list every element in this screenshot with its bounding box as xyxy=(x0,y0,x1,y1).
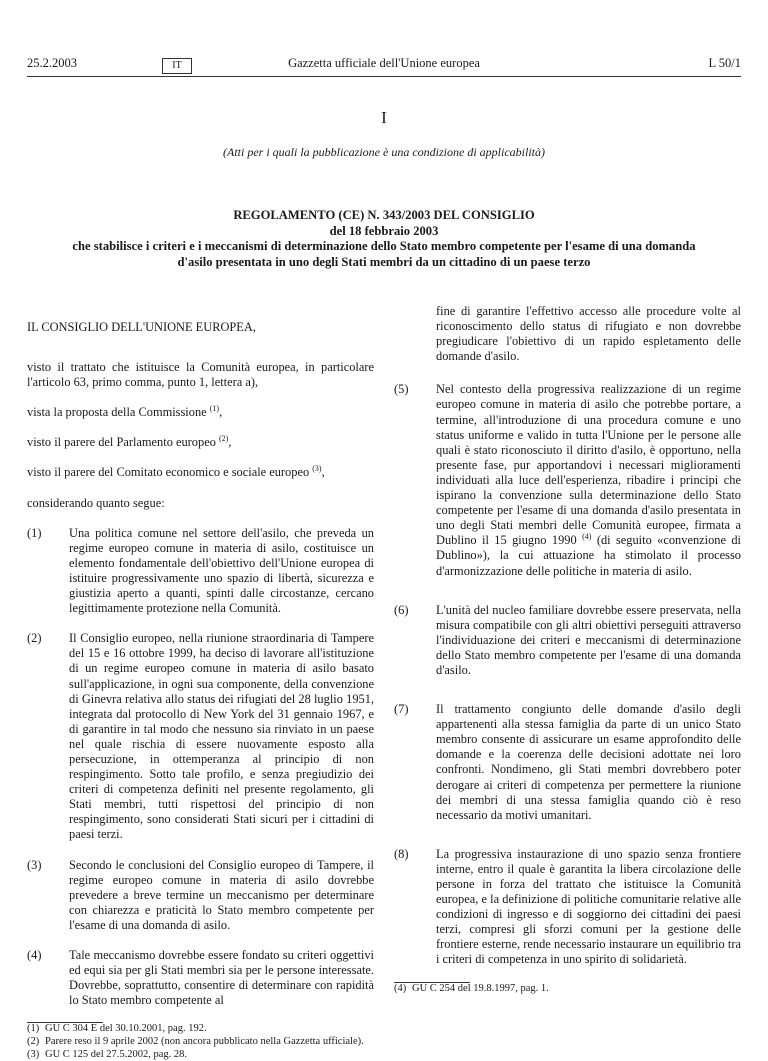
recital-text: Il trattamento congiunto delle domande d'asilo degli appartenenti alla stessa famiglia da parte di un unico Stato membro consente di assicurare un esame approfondito delle domande e la coerenza delle decisioni adottate nei loro confronti. Nondimeno, gli Stati membri dovrebbero poter derogare ai criteri di competenza per permettere la riunione dei membri di una stessa famiglia quando ciò è reso necessario da motivi umanitari. xyxy=(436,702,741,822)
recital-text-part: Nel contesto della progressiva realizzazione di un regime europeo comune in materia di asilo che potrebbe portare, a termine, all'introduzione di una procedura comune e uno status uniforme e valido in tutta l'Unione per le persone alle quali è stato riconosciuto il diritto d'asilo, è opportuno, nella presente fase, pur apportandovi i necessari miglioramenti individuati alla luce dell'esperienza, ribadire i principi che ispirano la convenzione sulla determinazione dello Stato competente per l'esame di una domanda d'asilo presentata in uno degli Stati membri delle Comunità europee, firmata a Dublino il 15 giugno 1990 xyxy=(436,382,741,548)
citation-parliament xyxy=(27,435,374,450)
recital-text xyxy=(436,382,741,578)
citation-proposal xyxy=(27,405,374,420)
recital-number: (3) xyxy=(27,857,42,872)
recital-number: (6) xyxy=(394,602,409,617)
left-column xyxy=(27,320,374,1061)
language-badge: IT xyxy=(162,58,192,74)
page-header xyxy=(27,56,741,76)
footnote-text: GU C 304 E del 30.10.2001, pag. 192. xyxy=(45,1023,207,1035)
citation-treaty: visto il trattato che istituisce la Comunità europea, in particolare l'articolo 63, primo comma, punto 1, lettera a), xyxy=(27,360,374,390)
publication-date: 25.2.2003 xyxy=(27,56,77,70)
recital-text: Il Consiglio europeo, nella riunione straordinaria di Tampere del 15 e 16 ottobre 1999, ha deciso di lavorare all'istituzione di un regime europeo comune in materia di asilo basato sull'applicazione, in ogni sua componente, della convenzione di Ginevra relativa allo status dei rifugiati del 28 luglio 1951, integrata dal protocollo di New York del 31 gennaio 1967, e di garantire in tal modo che nessuno sia rinviato in un paese nel quale rischia di essere nuovamente esposto alla persecuzione, in ottemperanza al principio di non respingimento. Sotto tale profilo, e senza pregiudizio dei criteri di competenza definiti nel presente regolamento, gli Stati membri, tutti rispettosi del principio di non respingimento, sono considerati Stati sicuri per i cittadini di paesi terzi. xyxy=(69,631,374,842)
citation-committee xyxy=(27,465,374,480)
footnote-1 xyxy=(27,1023,374,1036)
citation-committee-text: visto il parere del Comitato economico e sociale europeo xyxy=(27,465,310,480)
footnote-number: (4) xyxy=(394,982,407,994)
recital-text: Una politica comune nel settore dell'asilo, che preveda un regime europeo comune in materia di asilo, costituisce un elemento fondamentale dell'obiettivo dell'Unione europea di istituire progressivamente uno spazio di libertà, sicurezza e giustizia aperto a quanti, spinti dalle circostanze, cercano legittimamente protezione nella Comunità. xyxy=(69,525,374,616)
footnote-number: (3) xyxy=(27,1048,40,1060)
regulation-number: REGOLAMENTO (CE) N. 343/2003 DEL CONSIGLIO xyxy=(233,208,535,222)
recital-6 xyxy=(394,603,741,678)
recital-4-continued: fine di garantire l'effettivo accesso alle procedure volte al riconoscimento dello status di rifugiato e non dovrebbe pregiudicare l'obiettivo di un rapido espletamento delle domande d'asilo. xyxy=(436,304,741,364)
regulation-subject: che stabilisce i criteri e i meccanismi di determinazione dello Stato membro competente per l'esame di una domanda d'asilo presentata in uno degli Stati membri da un cittadino di un paese terzo xyxy=(72,239,696,269)
section-number: I xyxy=(381,108,387,127)
footnote-2 xyxy=(27,1036,374,1049)
recital-3 xyxy=(27,858,374,933)
punctuation: , xyxy=(321,465,325,480)
recital-7 xyxy=(394,702,741,823)
header-divider xyxy=(27,76,741,77)
citation-proposal-text: vista la proposta della Commissione xyxy=(27,405,207,420)
recital-2 xyxy=(27,631,374,842)
section-subtitle: (Atti per i quali la pubblicazione è una condizione di applicabilità) xyxy=(223,145,545,159)
recital-number: (8) xyxy=(394,846,409,861)
regulation-title xyxy=(60,208,708,270)
footnote-ref: (3) xyxy=(312,464,322,474)
recital-text: Secondo le conclusioni del Consiglio europeo di Tampere, il regime europeo comune in materia di asilo dovrebbe prevedere a breve termine un meccanismo per determinare con chiarezza e praticità lo Stato membro competente per l'esame di una domanda di asilo. xyxy=(69,857,374,932)
citation-parliament-text: visto il parere del Parlamento europeo xyxy=(27,435,216,450)
footnote-text: Parere reso il 9 aprile 2002 (non ancora pubblicato nella Gazzetta ufficiale). xyxy=(45,1035,364,1047)
footnote-ref: (4) xyxy=(582,532,592,542)
page-reference: L 50/1 xyxy=(708,56,741,70)
punctuation: , xyxy=(219,405,223,420)
footnote-text: GU C 125 del 27.5.2002, pag. 28. xyxy=(45,1048,188,1060)
footnote-4 xyxy=(394,983,741,996)
recital-number: (7) xyxy=(394,702,409,717)
recital-text: Tale meccanismo dovrebbe essere fondato su criteri oggettivi ed equi sia per gli Stati membri sia per le persone interessate. Dovrebbe, soprattutto, consentire di determinare con rapidità lo Stato membro competente al xyxy=(69,948,374,1008)
journal-title: Gazzetta ufficiale dell'Unione europea xyxy=(288,56,480,70)
right-column xyxy=(394,304,741,995)
recital-8 xyxy=(394,847,741,968)
recital-1 xyxy=(27,526,374,617)
recital-text: La progressiva instaurazione di uno spazio senza frontiere interne, entro il quale è garantita la libera circolazione delle persone in forza del trattato che istituisce la Comunità europea, e la definizione di politiche comunitarie relative alle condizioni di ingresso e di soggiorno dei cittadini dei paesi terzi, compresi gli sforzi comuni per la gestione delle frontiere esterne, rende necessario instaurare un equilibrio tra i criteri di competenza in uno spirito di solidarietà. xyxy=(436,846,741,967)
footnote-number: (2) xyxy=(27,1035,40,1047)
recital-number: (2) xyxy=(27,631,42,646)
footnote-3 xyxy=(27,1049,374,1061)
footnote-text: GU C 254 del 19.8.1997, pag. 1. xyxy=(412,982,549,994)
regulation-date: del 18 febbraio 2003 xyxy=(329,223,439,238)
footnotes-right xyxy=(394,983,741,996)
recital-text: L'unità del nucleo familiare dovrebbe essere preservata, nella misura compatibile con gli altri obiettivi perseguiti attraverso l'individuazione dei criteri e meccanismi di determinazione dello Stato membro competente per l'esame di una domanda d'asilo. xyxy=(436,602,741,677)
recital-number: (1) xyxy=(27,525,42,540)
council-heading: IL CONSIGLIO DELL'UNIONE EUROPEA, xyxy=(27,320,256,334)
footnote-ref: (1) xyxy=(209,404,220,414)
footnotes-left xyxy=(27,1023,374,1061)
footnote-ref: (2) xyxy=(219,434,229,444)
footnote-number: (1) xyxy=(27,1023,40,1035)
recital-text-part: (di seguito «convenzione di Dublino»), la cui attuazione ha stimolato il processo d'armonizzazione delle politiche in materia di asilo. xyxy=(436,533,741,578)
whereas-heading: considerando quanto segue: xyxy=(27,495,165,510)
recital-4 xyxy=(27,948,374,1008)
punctuation: , xyxy=(228,435,232,450)
recital-5 xyxy=(394,382,741,578)
recital-number: (5) xyxy=(394,382,409,397)
recital-number: (4) xyxy=(27,948,42,962)
